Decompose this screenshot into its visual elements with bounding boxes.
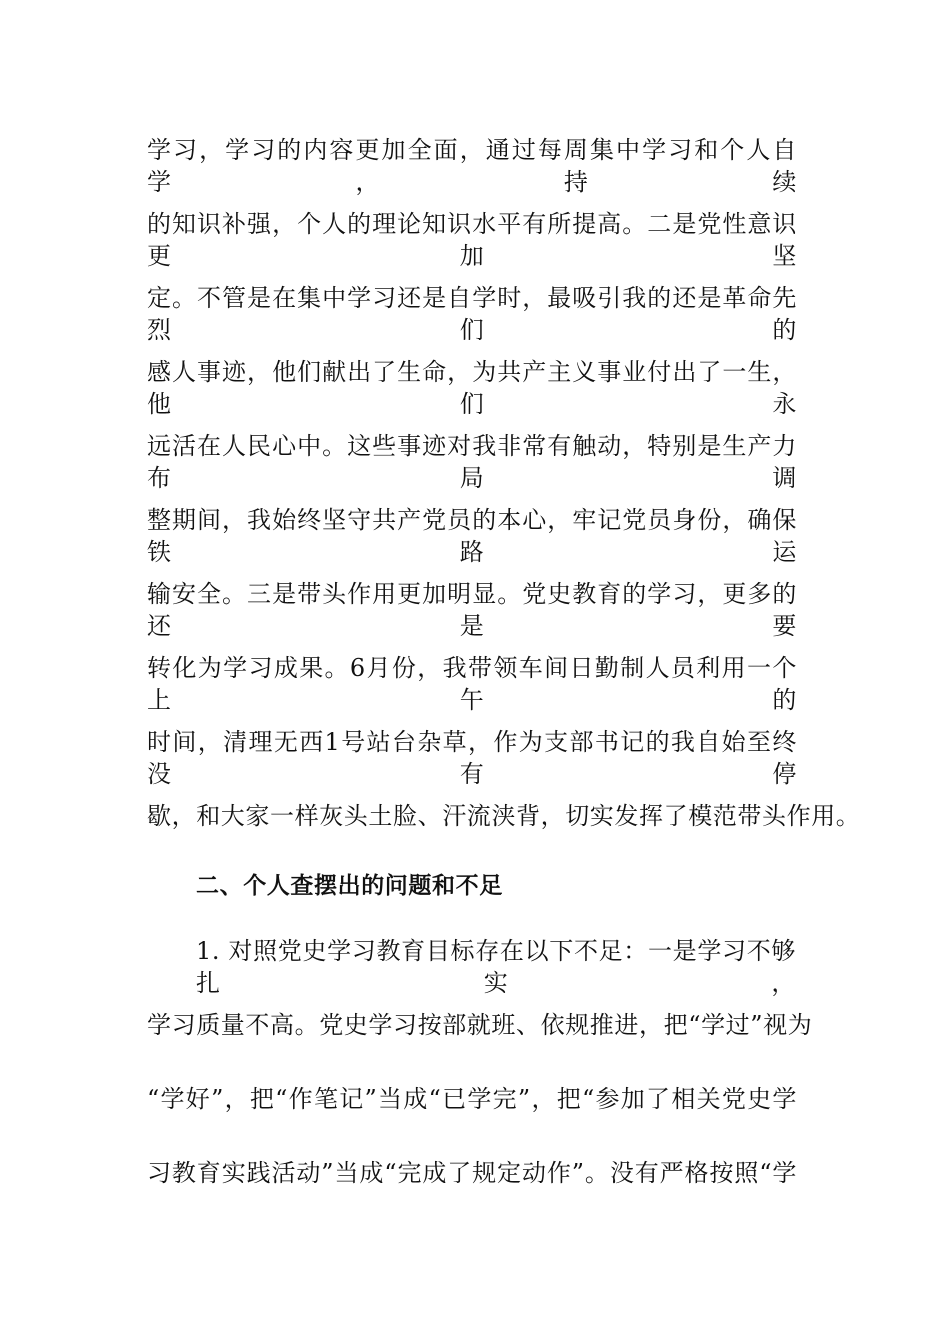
paragraph-line: 感人事迹，他们献出了生命，为共产主义事业付出了一生，他们永 xyxy=(147,358,797,418)
paragraph-line: 定。不管是在集中学习还是自学时，最吸引我的还是革命先烈们的 xyxy=(147,284,797,344)
paragraph-line: 整期间，我始终坚守共产党员的本心，牢记党员身份，确保铁路运 xyxy=(147,506,797,566)
paragraph-line: 习教育实践活动”当成“完成了规定动作”。没有严格按照“学 xyxy=(147,1159,797,1187)
paragraph-line: “学好”，把“作笔记”当成“已学完”，把“参加了相关党史学 xyxy=(147,1085,797,1113)
paragraph-line: 学习，学习的内容更加全面，通过每周集中学习和个人自学，持续 xyxy=(147,136,797,196)
paragraph-line: 远活在人民心中。这些事迹对我非常有触动，特别是生产力布局调 xyxy=(147,432,797,492)
paragraph-line: 歇，和大家一样灰头土脸、汗流浃背，切实发挥了模范带头作用。 xyxy=(147,802,861,830)
paragraph-line: 时间，清理无西1号站台杂草，作为支部书记的我自始至终没有停 xyxy=(147,728,797,788)
paragraph-line: 1. 对照党史学习教育目标存在以下不足：一是学习不够扎实， xyxy=(196,937,796,997)
paragraph-line: 的知识补强，个人的理论知识水平有所提高。二是党性意识更加坚 xyxy=(147,210,797,270)
paragraph-line: 转化为学习成果。6月份，我带领车间日勤制人员利用一个上午的 xyxy=(147,654,797,714)
section-heading: 二、个人查摆出的问题和不足 xyxy=(196,873,503,899)
paragraph-line: 输安全。三是带头作用更加明显。党史教育的学习，更多的还是要 xyxy=(147,580,797,640)
paragraph-line: 学习质量不高。党史学习按部就班、依规推进，把“学过”视为 xyxy=(147,1011,813,1039)
